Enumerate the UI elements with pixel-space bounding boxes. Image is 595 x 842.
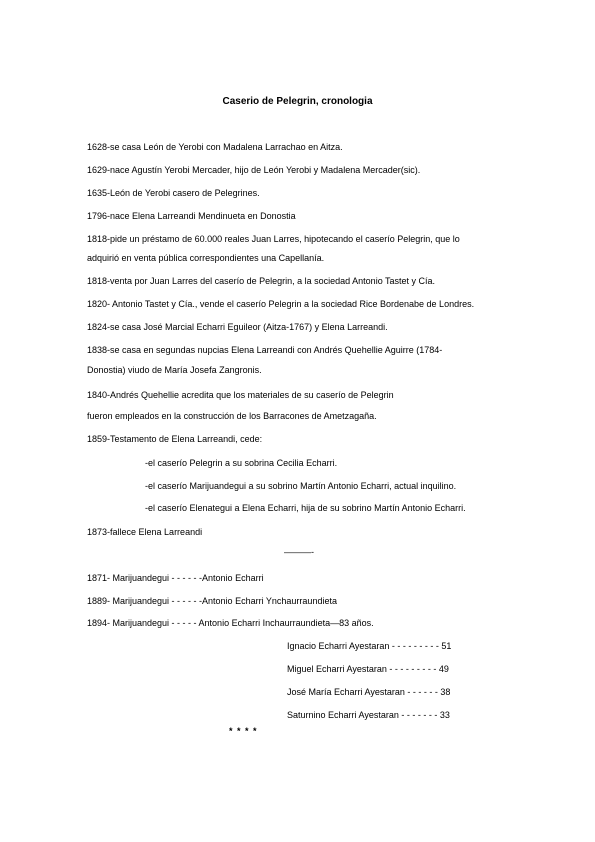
tenant-line: 1889- Marijuandegui - - - - - -Antonio Echarri Ynchaurraundieta — [87, 596, 337, 606]
text-line: Donostia) viudo de María Josefa Zangronis. — [87, 365, 262, 375]
bequest-line: -el caserío Elenategui a Elena Echarri, hija de su sobrino Martín Antonio Echarri. — [145, 503, 466, 513]
child-line: Ignacio Echarri Ayestaran - - - - - - - - - 51 — [287, 641, 452, 651]
text-line: 1859-Testamento de Elena Larreandi, cede: — [87, 434, 263, 444]
text-line: 1820- Antonio Tastet y Cía., vende el caserío Pelegrin a la sociedad Rice Bordenabe de Londres. — [87, 299, 475, 309]
bequest-line: -el caserío Pelegrin a su sobrina Cecilia Echarri. — [145, 458, 338, 468]
document-title: Caserio de Pelegrin, cronologia — [222, 96, 373, 107]
text-line: fueron empleados en la construcción de los Barracones de Ametzagaña. — [87, 411, 377, 421]
text-line: 1840-Andrés Quehellie acredita que los materiales de su caserío de Pelegrin — [87, 390, 394, 400]
text-line: 1818-venta por Juan Larres del caserío de Pelegrin, a la sociedad Antonio Tastet y Cía. — [87, 276, 436, 286]
tenant-line: 1894- Marijuandegui - - - - - Antonio Echarri Inchaurraundieta—83 años. — [87, 618, 374, 628]
text-line: 1629-nace Agustín Yerobi Mercader, hijo de León Yerobi y Madalena Mercader(sic). — [87, 165, 421, 175]
text-line: adquirió en venta pública correspondientes una Capellanía. — [87, 253, 325, 263]
closing-asterisks: * * * * — [229, 726, 258, 736]
tenant-line: 1871- Marijuandegui - - - - - -Antonio Echarri — [87, 573, 264, 583]
text-line: 1635-León de Yerobi casero de Pelegrines. — [87, 188, 260, 198]
section-separator: ———- — [284, 547, 314, 557]
text-line: 1818-pide un préstamo de 60.000 reales Juan Larres, hipotecando el caserío Pelegrin, que lo — [87, 234, 460, 244]
text-line: 1628-se casa León de Yerobi con Madalena Larrachao en Aitza. — [87, 142, 343, 152]
bequest-line: -el caserío Marijuandegui a su sobrino Martín Antonio Echarri, actual inquilino. — [145, 481, 457, 491]
text-line: 1873-fallece Elena Larreandi — [87, 527, 203, 537]
text-line: 1796-nace Elena Larreandi Mendinueta en Donostia — [87, 211, 296, 221]
child-line: José María Echarri Ayestaran - - - - - - 38 — [287, 687, 451, 697]
text-line: 1824-se casa José Marcial Echarri Eguileor (Aitza-1767) y Elena Larreandi. — [87, 322, 388, 332]
text-line: 1838-se casa en segundas nupcias Elena Larreandi con Andrés Quehellie Aguirre (1784- — [87, 345, 443, 355]
child-line: Saturnino Echarri Ayestaran - - - - - - - 33 — [287, 710, 450, 720]
child-line: Miguel Echarri Ayestaran - - - - - - - - - 49 — [287, 664, 449, 674]
